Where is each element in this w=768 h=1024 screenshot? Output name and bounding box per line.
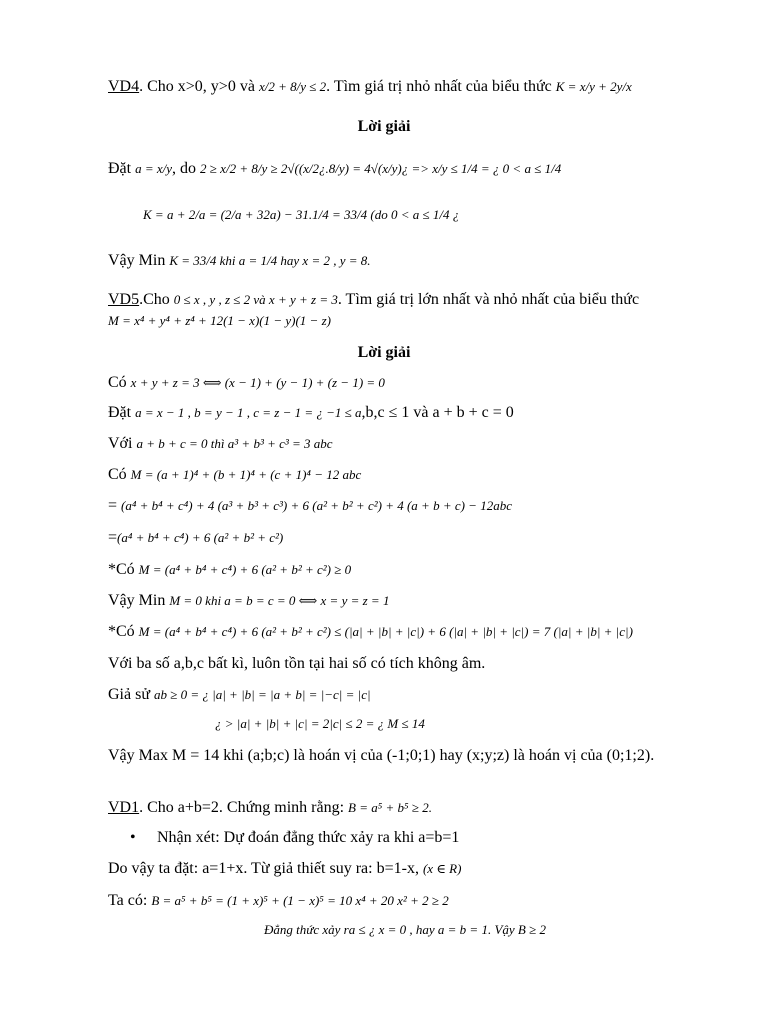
vd5-assumption: [108, 685, 371, 705]
vd1-substitution-math: (x ∈ R): [422, 861, 462, 876]
vd5-line-5: [108, 496, 512, 516]
vd5-line-7: [108, 560, 351, 580]
bullet-dot: •: [130, 829, 136, 846]
vd1-computation-math: B = a⁵ + b⁵ = (1 + x)⁵ + (1 − x)⁵ = 10 x⁴ + 20 x² + 2 ≥ 2: [151, 893, 449, 908]
vd1-substitution-text: Do vậy ta đặt: a=1+x. Từ giả thiết suy ra: b=1-x,: [108, 860, 423, 877]
vd4-step-1-prefix: Đặt: [108, 160, 136, 177]
vd5-max-conclusion: Vậy Max M = 14 khi (a;b;c) là hoán vị của (-1;0;1) hay (x;y;z) là hoán vị của (0;1;2).: [108, 747, 655, 764]
vd5-line-9-prefix: *Có: [108, 623, 139, 640]
vd5-label: VD5: [108, 291, 140, 308]
vd5-line-6-math: (a⁴ + b⁴ + c⁴) + 6 (a² + b² + c²): [117, 530, 284, 545]
vd5-line-1-math: x + y + z = 3 ⟺ (x − 1) + (y − 1) + (z − 1) = 0: [130, 375, 385, 390]
vd5-line-2-prefix: Đặt: [108, 404, 136, 421]
vd5-line-8-prefix: Vậy Min: [108, 592, 170, 609]
vd5-expression: M = x⁴ + y⁴ + z⁴ + 12(1 − x)(1 − y)(1 − z): [108, 313, 331, 328]
vd4-conclusion-prefix: Vậy Min: [108, 252, 170, 269]
vd1-equality-note: Đẳng thức xảy ra ≤ ¿ x = 0 , hay a = b = 1. Vậy B ≥ 2: [264, 922, 546, 937]
vd1-computation-prefix: Ta có:: [108, 892, 152, 909]
vd5-line-4-prefix: Có: [108, 466, 131, 483]
vd5-line-1-prefix: Có: [108, 374, 131, 391]
vd5-intro: .Cho: [139, 291, 174, 308]
vd4-expression: K = x/y + 2y/x: [555, 79, 632, 94]
vd5-line-8-math: M = 0 khi a = b = c = 0 ⟺ x = y = z = 1: [169, 593, 390, 608]
vd4-step-2-math: K = a + 2/a = (2/a + 32a) − 31.1/4 = 33/4 (do 0 < a ≤ 1/4 ¿: [143, 207, 460, 222]
vd4-conclusion-math: K = 33/4 khi a = 1/4 hay x = 2 , y = 8.: [169, 253, 371, 268]
vd4-step-1-inequality: 2 ≥ x/2 + 8/y ≥ 2√((x/2¿.8/y) = 4√(x/y)¿ => x/y ≤ 1/4 = ¿ 0 < a ≤ 1/4: [200, 161, 562, 176]
vd1-label: VD1: [108, 799, 140, 816]
vd5-assumption-math: ab ≥ 0 = ¿ |a| + |b| = |a + b| = |−c| = |c|: [154, 687, 371, 702]
vd5-line-1: [108, 373, 385, 393]
vd5-line-6: [108, 528, 283, 548]
vd4-step-1-do: , do: [172, 160, 201, 177]
vd5-line-2-math: a = x − 1 , b = y − 1 , c = z − 1 = ¿ −1 ≤ a: [135, 405, 362, 420]
vd5-line-4: [108, 465, 361, 485]
vd5-condition: 0 ≤ x , y , z ≤ 2 và x + y + z = 3: [173, 292, 338, 307]
vd5-line-7-prefix: *Có: [108, 561, 139, 578]
vd4-condition: x/2 + 8/y ≤ 2: [258, 79, 327, 94]
vd1-substitution: [108, 859, 461, 879]
vd4-step-2: [143, 205, 459, 225]
vd5-line-4-math: M = (a + 1)⁴ + (b + 1)⁴ + (c + 1)⁴ − 12 abc: [130, 467, 362, 482]
vd5-solution-heading: Lời giải: [357, 344, 411, 361]
vd5-assumption-prefix: Giả sử: [108, 686, 154, 703]
vd1-problem: [108, 798, 432, 818]
vd5-line-9: [108, 622, 633, 642]
vd5-line-5-math: (a⁴ + b⁴ + c⁴) + 4 (a³ + b³ + c³) + 6 (a² + b² + c²) + 4 (a + b + c) − 12abc: [121, 498, 512, 513]
vd5-line-3-prefix: Với: [108, 435, 137, 452]
vd4-step-1: [108, 159, 561, 179]
vd5-line-7-math: M = (a⁴ + b⁴ + c⁴) + 6 (a² + b² + c²) ≥ 0: [138, 562, 352, 577]
vd1-computation: [108, 891, 449, 911]
vd5-problem-line-2: [108, 311, 331, 331]
vd4-intro: . Cho x>0, y>0 và: [139, 78, 259, 95]
vd5-line-2-suffix: ,b,c ≤ 1 và a + b + c = 0: [361, 404, 514, 421]
vd5-problem-line-1: [108, 290, 639, 310]
vd5-implication-math: ¿ > |a| + |b| + |c| = 2|c| ≤ 2 = ¿ M ≤ 14: [215, 716, 425, 731]
vd4-conclusion: [108, 251, 371, 271]
vd4-step-1-substitution: a = x/y: [135, 161, 173, 176]
vd4-label: VD4: [108, 78, 140, 95]
vd1-remark: Nhận xét: Dự đoán đẳng thức xảy ra khi a=b=1: [157, 829, 460, 846]
vd4-task: . Tìm giá trị nhỏ nhất của biểu thức: [326, 78, 556, 95]
vd5-line-5-prefix: =: [108, 497, 122, 514]
vd5-line-9-math: M = (a⁴ + b⁴ + c⁴) + 6 (a² + b² + c²) ≤ (|a| + |b| + |c|) + 6 (|a| + |b| + |c|) = 7 (|a| + |b| + |c|): [138, 624, 633, 639]
vd5-line-2: [108, 403, 514, 423]
vd5-line-8: [108, 591, 389, 611]
vd5-task: . Tìm giá trị lớn nhất và nhỏ nhất của biểu thức: [337, 291, 640, 308]
vd5-line-3: [108, 434, 333, 454]
vd5-implication: [215, 714, 425, 734]
vd5-line-3-math: a + b + c = 0 thì a³ + b³ + c³ = 3 abc: [136, 436, 333, 451]
vd1-expression: B = a⁵ + b⁵ ≥ 2.: [348, 800, 432, 815]
vd4-problem: [108, 77, 632, 97]
vd5-line-6-prefix: =: [108, 529, 118, 546]
vd5-text-1: Với ba số a,b,c bất kì, luôn tồn tại hai số có tích không âm.: [108, 655, 486, 672]
vd4-solution-heading: Lời giải: [357, 118, 411, 135]
vd1-intro: . Cho a+b=2. Chứng minh rằng:: [139, 799, 349, 816]
